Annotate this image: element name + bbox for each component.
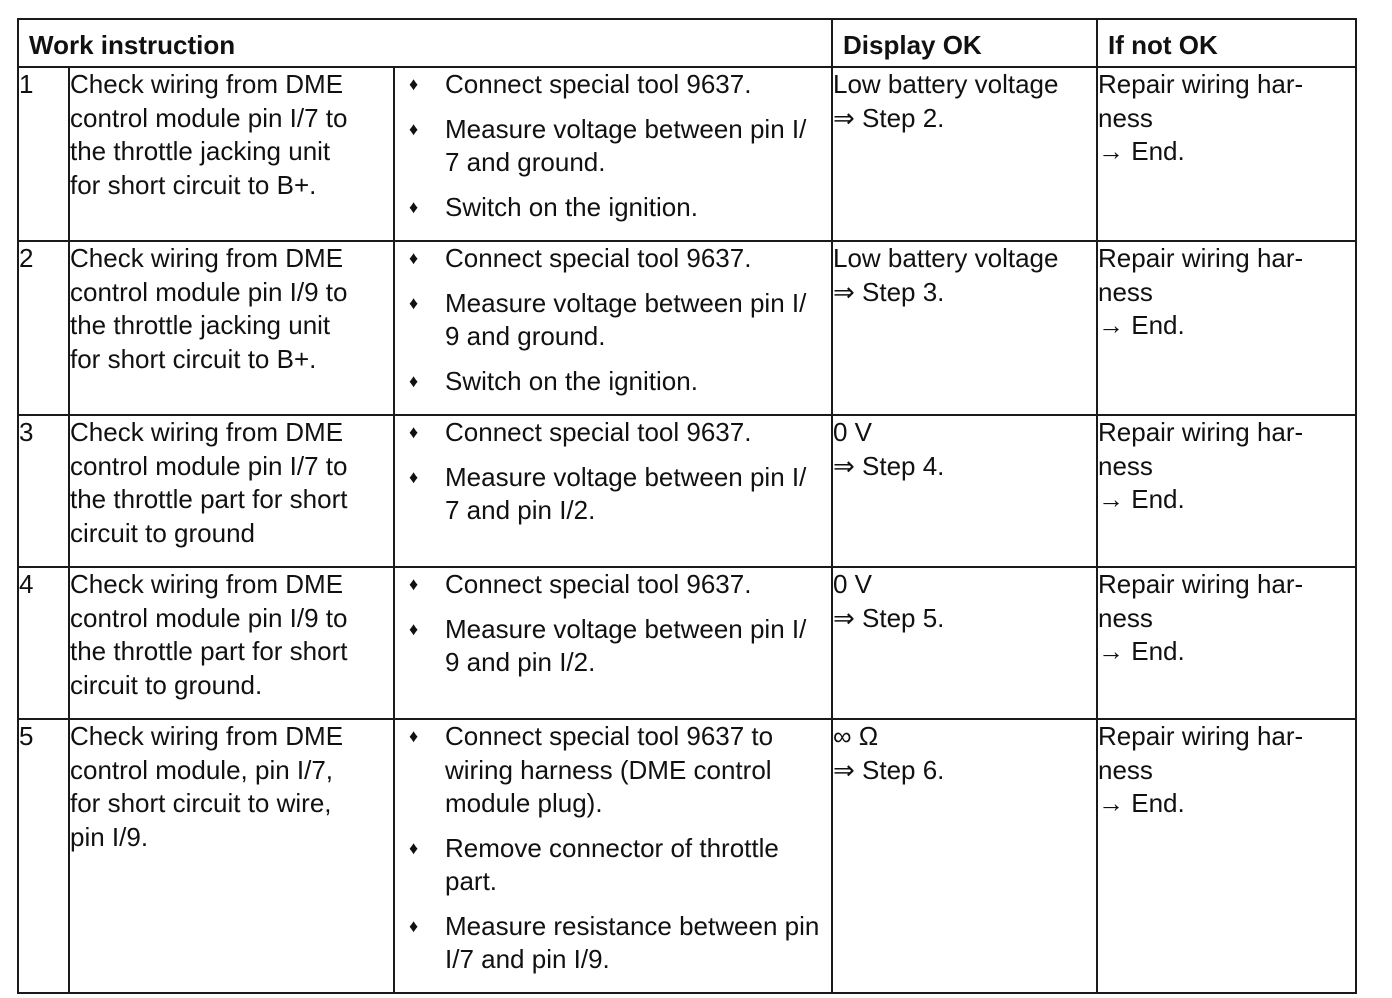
if-not-ok-cell — [1097, 415, 1356, 567]
display-ok-line: 0 V — [833, 569, 873, 599]
diamond-bullet-icon: ♦ — [409, 118, 419, 139]
table-row — [18, 67, 1356, 241]
description-line: Check wiring from DME — [70, 417, 344, 447]
step-description — [69, 67, 394, 241]
description-line: control module pin I/9 to — [70, 276, 348, 307]
step-description — [69, 415, 394, 567]
procedure-step-line: Connect special tool 9637 to — [445, 721, 774, 751]
description-line: the throttle part for short — [70, 636, 348, 666]
if-not-ok-line: ness — [1098, 602, 1153, 633]
procedure-step — [395, 568, 831, 602]
procedure-step — [395, 113, 831, 180]
description-line: Check wiring from DME — [70, 721, 344, 751]
if-not-ok-line: Repair wiring har- — [1098, 243, 1304, 273]
diamond-bullet-icon: ♦ — [409, 248, 419, 268]
procedure-steps — [394, 67, 832, 241]
table-row — [18, 719, 1356, 993]
diamond-bullet-icon: ♦ — [409, 370, 419, 391]
diamond-bullet-icon: ♦ — [409, 618, 419, 639]
display-ok-cell — [832, 719, 1097, 993]
if-not-ok-cell — [1097, 567, 1356, 719]
procedure-step — [395, 191, 831, 225]
diamond-bullet-icon: ♦ — [409, 837, 419, 858]
if-not-ok-line: ness — [1098, 450, 1153, 481]
if-not-ok-cell — [1097, 719, 1356, 993]
if-not-ok-line: ness — [1098, 102, 1153, 133]
header-if-not-ok: If not OK — [1097, 19, 1356, 67]
diamond-bullet-icon: ♦ — [409, 196, 419, 217]
procedure-step-line: Connect special tool 9637. — [445, 69, 752, 99]
procedure-step — [395, 242, 831, 276]
description-line: for short circuit to B+. — [70, 343, 317, 374]
if-not-ok-line: ness — [1098, 276, 1153, 307]
description-line: the throttle jacking unit — [70, 136, 331, 166]
if-not-ok-line: → End. — [1098, 310, 1185, 340]
description-line: for short circuit to B+. — [70, 169, 317, 200]
procedure-step — [395, 416, 831, 450]
if-not-ok-line: → End. — [1098, 136, 1185, 166]
table-header-row — [18, 19, 1356, 67]
step-description — [69, 719, 394, 993]
diamond-bullet-icon: ♦ — [409, 915, 419, 936]
if-not-ok-line: ness — [1098, 754, 1153, 785]
description-line: Check wiring from DME — [70, 243, 344, 273]
description-line: circuit to ground — [70, 517, 255, 548]
if-not-ok-line: Repair wiring har- — [1098, 721, 1304, 751]
step-number: 3 — [18, 415, 69, 567]
description-line: control module, pin I/7, — [70, 754, 334, 785]
step-number: 5 — [18, 719, 69, 993]
if-not-ok-line: Repair wiring har- — [1098, 417, 1304, 447]
procedure-steps — [394, 719, 832, 993]
procedure-step-line: 7 and pin I/2. — [445, 495, 596, 525]
display-ok-line: ⇒ Step 2. — [833, 102, 945, 133]
procedure-steps — [394, 241, 832, 415]
procedure-step — [395, 365, 831, 399]
procedure-step-line: Connect special tool 9637. — [445, 243, 752, 273]
description-line: control module pin I/7 to — [70, 102, 348, 133]
display-ok-cell — [832, 67, 1097, 241]
header-display-ok: Display OK — [832, 19, 1097, 67]
description-line: pin I/9. — [70, 821, 149, 852]
table-body — [18, 67, 1356, 993]
procedure-step-line: 9 and pin I/2. — [445, 647, 596, 677]
if-not-ok-line: Repair wiring har- — [1098, 569, 1304, 599]
description-line: control module pin I/9 to — [70, 602, 348, 633]
table-row — [18, 415, 1356, 567]
step-number: 1 — [18, 67, 69, 241]
display-ok-line: 0 V — [833, 417, 873, 447]
procedure-step-line: Measure voltage between pin I/ — [445, 113, 807, 144]
header-work-instruction: Work instruction — [18, 19, 832, 67]
procedure-step-line: Measure voltage between pin I/ — [445, 461, 807, 492]
procedure-step-line: Connect special tool 9637. — [445, 569, 752, 599]
procedure-steps — [394, 415, 832, 567]
procedure-step-line: Measure voltage between pin I/ — [445, 287, 807, 318]
procedure-step-line: Switch on the ignition. — [445, 191, 698, 222]
step-number: 2 — [18, 241, 69, 415]
step-number: 4 — [18, 567, 69, 719]
description-line: circuit to ground. — [70, 669, 263, 700]
display-ok-cell — [832, 567, 1097, 719]
procedure-step-line: Switch on the ignition. — [445, 365, 698, 396]
procedure-step-line: 7 and ground. — [445, 147, 606, 177]
if-not-ok-line: Repair wiring har- — [1098, 69, 1304, 99]
procedure-step-line: Remove connector of throttle — [445, 832, 779, 863]
procedure-step-line: I/7 and pin I/9. — [445, 944, 610, 974]
procedure-step-line: Measure resistance between pin — [445, 910, 820, 941]
procedure-steps — [394, 567, 832, 719]
display-ok-line: Low battery voltage — [833, 243, 1059, 273]
diamond-bullet-icon: ♦ — [409, 466, 419, 487]
procedure-step-line: 9 and ground. — [445, 321, 606, 351]
work-instruction-table — [17, 18, 1357, 994]
diamond-bullet-icon: ♦ — [409, 574, 419, 594]
diamond-bullet-icon: ♦ — [409, 74, 419, 94]
diamond-bullet-icon: ♦ — [409, 726, 419, 746]
display-ok-line: ⇒ Step 4. — [833, 450, 945, 481]
table-row — [18, 567, 1356, 719]
procedure-step-line: Connect special tool 9637. — [445, 417, 752, 447]
description-line: control module pin I/7 to — [70, 450, 348, 481]
procedure-step — [395, 832, 831, 899]
procedure-step — [395, 720, 831, 821]
if-not-ok-cell — [1097, 241, 1356, 415]
if-not-ok-line: → End. — [1098, 788, 1185, 818]
description-line: the throttle jacking unit — [70, 310, 331, 340]
if-not-ok-line: → End. — [1098, 484, 1185, 514]
if-not-ok-cell — [1097, 67, 1356, 241]
display-ok-line: ⇒ Step 6. — [833, 754, 945, 785]
display-ok-line: ⇒ Step 3. — [833, 276, 945, 307]
display-ok-line: ∞ Ω — [833, 721, 879, 751]
procedure-step — [395, 68, 831, 102]
display-ok-line: Low battery voltage — [833, 69, 1059, 99]
procedure-step — [395, 287, 831, 354]
procedure-step — [395, 613, 831, 680]
procedure-step-line: module plug). — [445, 788, 603, 818]
step-description — [69, 567, 394, 719]
description-line: Check wiring from DME — [70, 69, 344, 99]
display-ok-line: ⇒ Step 5. — [833, 602, 945, 633]
procedure-step — [395, 910, 831, 977]
display-ok-cell — [832, 241, 1097, 415]
display-ok-cell — [832, 415, 1097, 567]
table-row — [18, 241, 1356, 415]
if-not-ok-line: → End. — [1098, 636, 1185, 666]
procedure-step-line: part. — [445, 866, 498, 896]
diamond-bullet-icon: ♦ — [409, 422, 419, 442]
procedure-step-line: wiring harness (DME control — [445, 754, 772, 785]
description-line: the throttle part for short — [70, 484, 348, 514]
description-line: for short circuit to wire, — [70, 788, 332, 818]
diamond-bullet-icon: ♦ — [409, 292, 419, 313]
procedure-step-line: Measure voltage between pin I/ — [445, 613, 807, 644]
procedure-step — [395, 461, 831, 528]
description-line: Check wiring from DME — [70, 569, 344, 599]
step-description — [69, 241, 394, 415]
